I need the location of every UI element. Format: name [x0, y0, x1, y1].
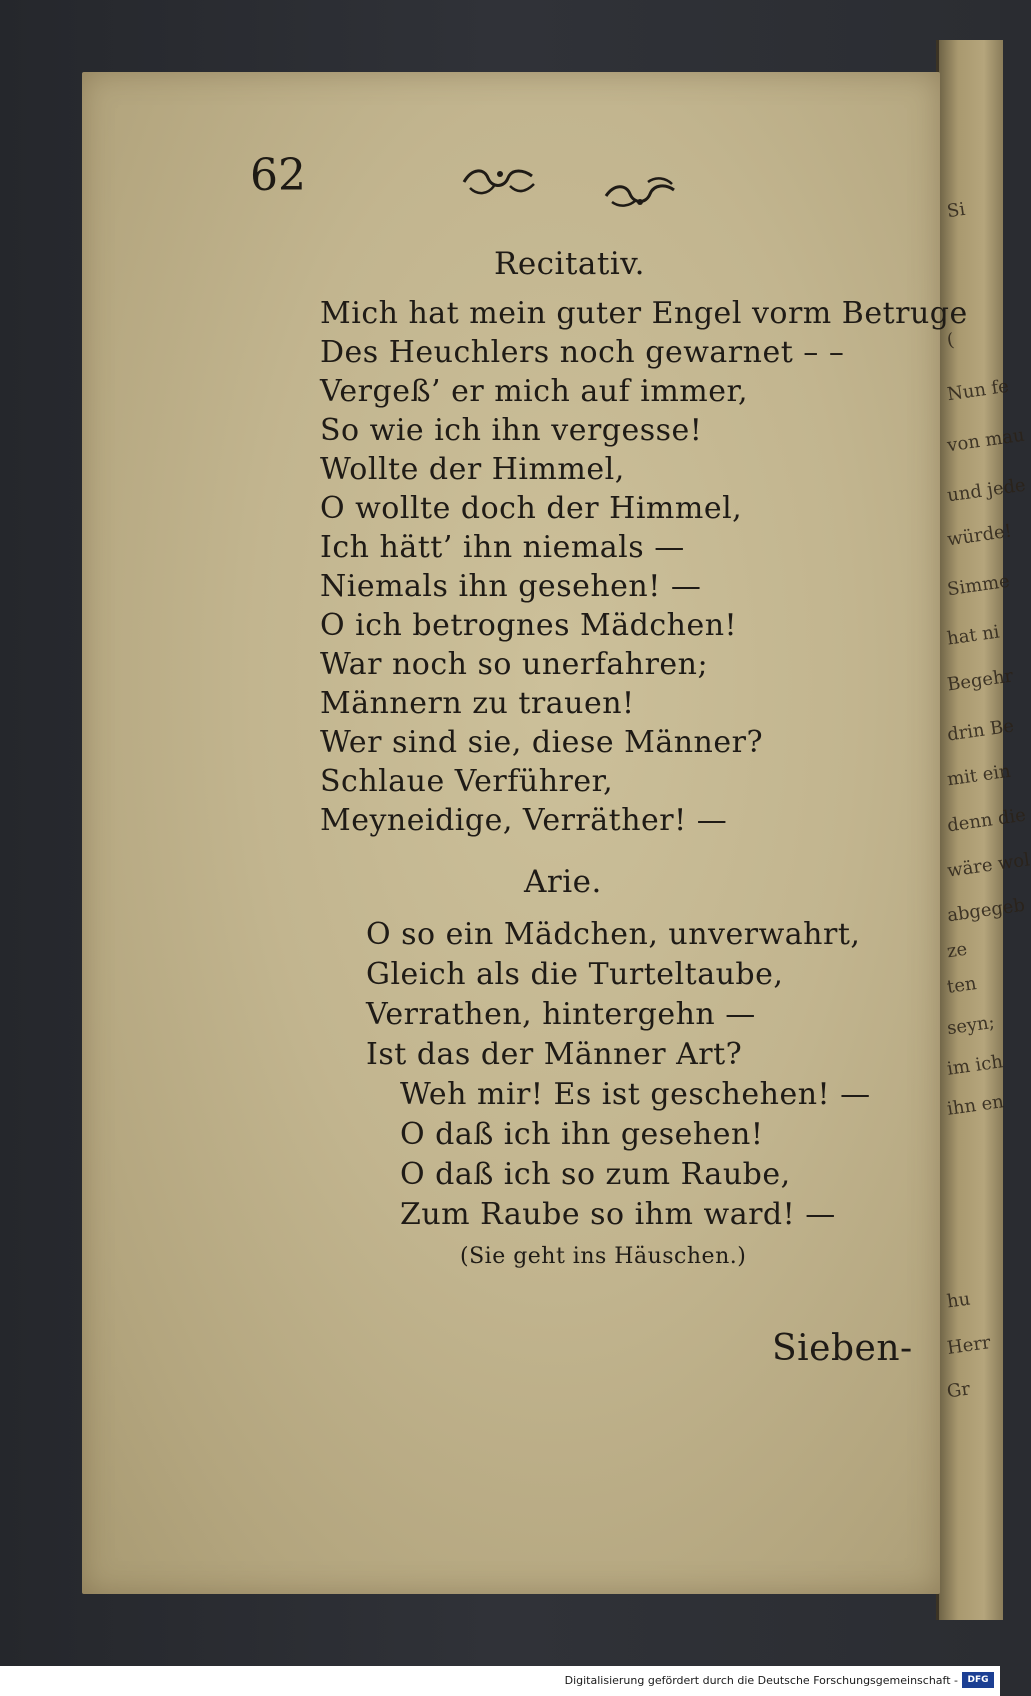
- adjacent-page-fragment: ihn en: [945, 1091, 1006, 1120]
- adjacent-page-fragment: Nun fe: [945, 375, 1011, 406]
- recitative-line: Vergeß’ er mich auf immer,: [320, 374, 749, 409]
- recitative-line: Meyneidige, Verräther! —: [320, 803, 728, 838]
- right-ornament-icon: [600, 172, 680, 212]
- adjacent-page-fragment: und jede: [945, 474, 1027, 507]
- page-number: 62: [250, 150, 306, 201]
- adjacent-page-fragment: drin Be: [945, 715, 1016, 746]
- left-ornament-icon: [460, 162, 540, 202]
- aria-line: O so ein Mädchen, unverwahrt,: [366, 917, 861, 952]
- adjacent-page-fragment: ze: [945, 938, 969, 963]
- recitative-line: So wie ich ihn vergesse!: [320, 413, 703, 448]
- aria-line: O daß ich ihn gesehen!: [400, 1117, 764, 1152]
- catchword: Sieben-: [772, 1328, 913, 1369]
- adjacent-page-fragment: hat ni: [945, 621, 1001, 650]
- recitative-line: Männern zu trauen!: [320, 686, 635, 721]
- stage-direction: (Sie geht ins Häuschen.): [460, 1244, 747, 1269]
- aria-line: Ist das der Männer Art?: [366, 1037, 743, 1072]
- aria-line: Verrathen, hintergehn —: [366, 997, 756, 1032]
- aria-line: O daß ich so zum Raube,: [400, 1157, 791, 1192]
- dfg-logo: DFG: [962, 1672, 994, 1688]
- recitative-line: Wer sind sie, diese Männer?: [320, 725, 764, 760]
- adjacent-page-fragment: seyn;: [945, 1011, 996, 1040]
- adjacent-page-fragment: hu: [945, 1288, 972, 1313]
- adjacent-page-fragment: im ich: [945, 1051, 1005, 1080]
- adjacent-page-fragment: Gr: [945, 1378, 972, 1403]
- aria-line: Gleich als die Turteltaube,: [366, 957, 784, 992]
- adjacent-page-fragment: (: [945, 329, 956, 352]
- recitative-line: Niemals ihn gesehen! —: [320, 569, 702, 604]
- recitative-line: O wollte doch der Himmel,: [320, 491, 743, 526]
- recitative-heading: Recitativ.: [494, 246, 645, 282]
- aria-heading: Arie.: [524, 864, 602, 900]
- adjacent-page-fragment: ten: [945, 973, 978, 998]
- aria-line: Weh mir! Es ist geschehen! —: [400, 1077, 871, 1112]
- aria-line: Zum Raube so ihm ward! —: [400, 1197, 836, 1232]
- recitative-line: Des Heuchlers noch gewarnet – –: [320, 335, 845, 370]
- recitative-line: Ich hätt’ ihn niemals —: [320, 530, 685, 565]
- adjacent-page-fragment: Herr: [945, 1332, 992, 1359]
- adjacent-page-fragment: von mau: [945, 424, 1026, 457]
- footer-bar: [0, 1666, 1000, 1696]
- recitative-line: Mich hat mein guter Engel vorm Betruge: [320, 296, 968, 331]
- recitative-line: Schlaue Verführer,: [320, 764, 614, 799]
- adjacent-page-fragment: würde!: [945, 520, 1014, 551]
- adjacent-page-fragment: Begehr: [945, 665, 1015, 696]
- recitative-line: O ich betrognes Mädchen!: [320, 608, 738, 643]
- adjacent-page-fragment: mit ein: [945, 760, 1012, 791]
- adjacent-page-fragment: denn die: [945, 804, 1028, 837]
- adjacent-page-edge: [936, 40, 1031, 1620]
- adjacent-page-fragment: abgegeb: [945, 894, 1027, 927]
- funding-credit: Digitalisierung gefördert durch die Deutsche Forschungsgemeinschaft -: [564, 1674, 958, 1687]
- adjacent-page-fragment: Simme: [945, 570, 1012, 601]
- adjacent-page-fragment: Si: [945, 198, 967, 223]
- recitative-line: War noch so unerfahren;: [320, 647, 709, 682]
- adjacent-page-fragment: wäre wol: [945, 849, 1031, 882]
- recitative-line: Wollte der Himmel,: [320, 452, 625, 487]
